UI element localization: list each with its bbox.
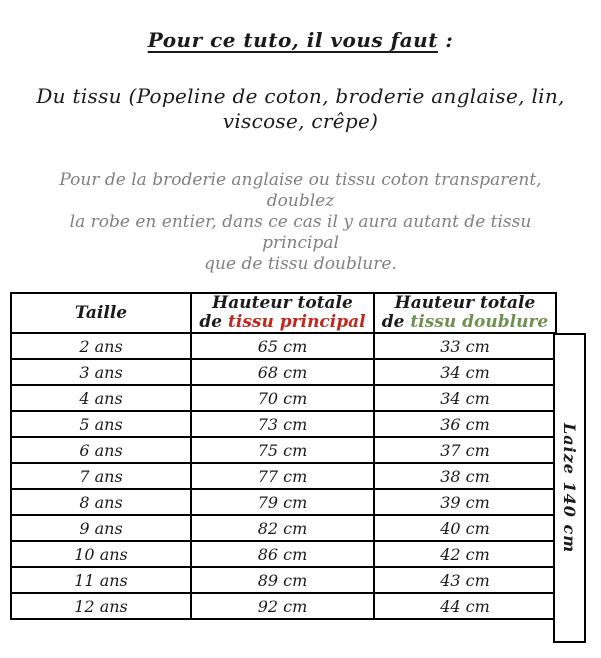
- cell-tissu-doublure: 42 cm: [374, 541, 556, 567]
- lining-note-line2: la robe en entier, dans ce cas il y aura autant de tissu principal: [69, 212, 532, 253]
- cell-tissu-doublure: 34 cm: [374, 385, 556, 411]
- size-table-body: [11, 333, 556, 619]
- lining-note-line1: Pour de la broderie anglaise ou tissu coton transparent, doublez: [59, 170, 542, 211]
- cell-tissu-doublure: 36 cm: [374, 411, 556, 437]
- cell-tissu-principal: 77 cm: [191, 463, 374, 489]
- fabric-subtitle-line1: Du tissu (Popeline de coton, broderie anglaise, lin,: [36, 84, 565, 108]
- cell-taille: 12 ans: [11, 593, 191, 619]
- cell-tissu-principal: 89 cm: [191, 567, 374, 593]
- cell-tissu-doublure: 39 cm: [374, 489, 556, 515]
- size-table: [10, 292, 557, 620]
- cell-taille: 7 ans: [11, 463, 191, 489]
- cell-tissu-doublure: 43 cm: [374, 567, 556, 593]
- laize-column: [553, 333, 586, 643]
- header-tissu-doublure: [374, 293, 556, 333]
- header-doublure-colored: tissu doublure: [410, 312, 549, 332]
- lining-note: [30, 170, 571, 275]
- cell-taille: 6 ans: [11, 437, 191, 463]
- cell-tissu-principal: 75 cm: [191, 437, 374, 463]
- header-doublure-prefix: de: [381, 312, 411, 332]
- header-principal-line2: [192, 313, 373, 332]
- lining-note-line3: que de tissu doublure.: [204, 254, 397, 274]
- page-title-underlined: Pour ce tuto, il vous faut: [147, 28, 438, 52]
- header-principal-line1: Hauteur totale: [212, 293, 353, 313]
- cell-taille: 4 ans: [11, 385, 191, 411]
- cell-tissu-principal: 73 cm: [191, 411, 374, 437]
- header-taille: [11, 293, 191, 333]
- cell-tissu-doublure: 44 cm: [374, 593, 556, 619]
- table-row: [11, 411, 556, 437]
- cell-tissu-principal: 65 cm: [191, 333, 374, 359]
- table-header-row: [11, 293, 556, 333]
- table-row: [11, 463, 556, 489]
- cell-tissu-doublure: 40 cm: [374, 515, 556, 541]
- header-doublure-line2: [375, 313, 555, 332]
- header-taille-label: Taille: [74, 302, 128, 323]
- table-row: [11, 489, 556, 515]
- table-row: [11, 541, 556, 567]
- table-row: [11, 333, 556, 359]
- header-doublure-line1: Hauteur totale: [394, 293, 536, 313]
- fabric-subtitle-line2: viscose, crêpe): [222, 109, 379, 133]
- cell-tissu-principal: 79 cm: [191, 489, 374, 515]
- cell-tissu-principal: 86 cm: [191, 541, 374, 567]
- cell-taille: 11 ans: [11, 567, 191, 593]
- table-row: [11, 515, 556, 541]
- cell-tissu-principal: 68 cm: [191, 359, 374, 385]
- cell-taille: 10 ans: [11, 541, 191, 567]
- header-principal-colored: tissu principal: [228, 312, 366, 332]
- cell-taille: 3 ans: [11, 359, 191, 385]
- table-row: [11, 567, 556, 593]
- cell-tissu-principal: 70 cm: [191, 385, 374, 411]
- header-principal-prefix: de: [199, 312, 229, 332]
- cell-tissu-doublure: 34 cm: [374, 359, 556, 385]
- table-row: [11, 437, 556, 463]
- fabric-subtitle: [0, 84, 601, 134]
- header-tissu-principal: [191, 293, 374, 333]
- laize-label: Laize 140 cm: [560, 422, 579, 554]
- cell-tissu-doublure: 33 cm: [374, 333, 556, 359]
- cell-tissu-doublure: 38 cm: [374, 463, 556, 489]
- table-row: [11, 385, 556, 411]
- cell-tissu-principal: 82 cm: [191, 515, 374, 541]
- cell-tissu-principal: 92 cm: [191, 593, 374, 619]
- table-row: [11, 359, 556, 385]
- cell-taille: 9 ans: [11, 515, 191, 541]
- cell-taille: 8 ans: [11, 489, 191, 515]
- table-row: [11, 593, 556, 619]
- page-title: [0, 28, 601, 52]
- cell-taille: 2 ans: [11, 333, 191, 359]
- page-title-colon: :: [437, 28, 454, 52]
- cell-tissu-doublure: 37 cm: [374, 437, 556, 463]
- cell-taille: 5 ans: [11, 411, 191, 437]
